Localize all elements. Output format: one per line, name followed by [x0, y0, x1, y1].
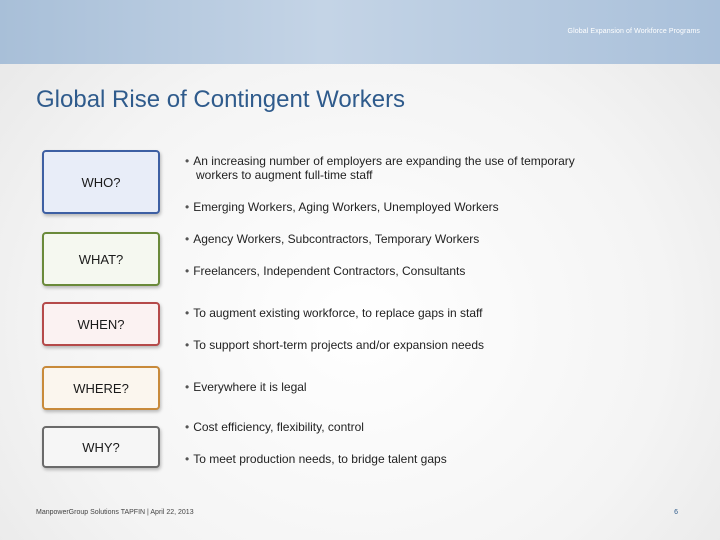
- bullet-dot: •: [185, 200, 190, 214]
- when-box: [42, 302, 160, 346]
- where-label: WHERE?: [73, 380, 129, 396]
- bullet-dot: •: [185, 420, 190, 434]
- bullet-text: To meet production needs, to bridge talent gaps: [193, 452, 447, 466]
- page-number: 6: [674, 509, 678, 516]
- header-text: Global Expansion of Workforce Programs: [567, 28, 700, 35]
- why-box: [42, 426, 160, 468]
- why-label: WHY?: [82, 439, 120, 455]
- what-box: [42, 232, 160, 286]
- bullet-dot: •: [185, 232, 190, 246]
- header-band: [0, 0, 720, 64]
- bullet-text: Freelancers, Independent Contractors, Consultants: [193, 264, 466, 278]
- bullet-text: Everywhere it is legal: [193, 380, 307, 394]
- bullet-dot: •: [185, 154, 190, 168]
- bullet-dot: •: [185, 264, 190, 278]
- bullet-where-1: [185, 380, 645, 394]
- when-label: WHEN?: [77, 316, 125, 332]
- who-label: WHO?: [81, 174, 121, 190]
- bullet-text: Agency Workers, Subcontractors, Temporary Workers: [193, 232, 480, 246]
- bullet-dot: •: [185, 452, 190, 466]
- bullet-dot: •: [185, 338, 190, 352]
- bullet-what-2: [185, 264, 645, 278]
- bullet-text-continued: workers to augment full-time staff: [196, 168, 373, 182]
- bullet-when-2: [185, 338, 645, 352]
- bullet-when-1: [185, 306, 645, 320]
- bullet-what-1: [185, 232, 645, 246]
- bullet-why-2: [185, 452, 645, 466]
- bullet-text: Emerging Workers, Aging Workers, Unemployed Workers: [193, 200, 499, 214]
- bullet-why-1: [185, 420, 645, 434]
- slide-title: Global Rise of Contingent Workers: [36, 86, 406, 113]
- who-box: [42, 150, 160, 214]
- where-box: [42, 366, 160, 410]
- bullet-who-2: [185, 200, 645, 214]
- bullet-dot: •: [185, 306, 190, 320]
- what-label: WHAT?: [78, 251, 124, 267]
- bullet-text: To augment existing workforce, to replace gaps in staff: [193, 306, 483, 320]
- bullet-text: Cost efficiency, flexibility, control: [193, 420, 364, 434]
- bullet-dot: •: [185, 380, 190, 394]
- bullet-text: To support short-term projects and/or expansion needs: [193, 338, 485, 352]
- bullet-who-1: [185, 154, 645, 182]
- bullet-text: An increasing number of employers are expanding the use of temporary: [193, 154, 575, 168]
- footer-text: ManpowerGroup Solutions TAPFIN | April 22, 2013: [36, 509, 194, 516]
